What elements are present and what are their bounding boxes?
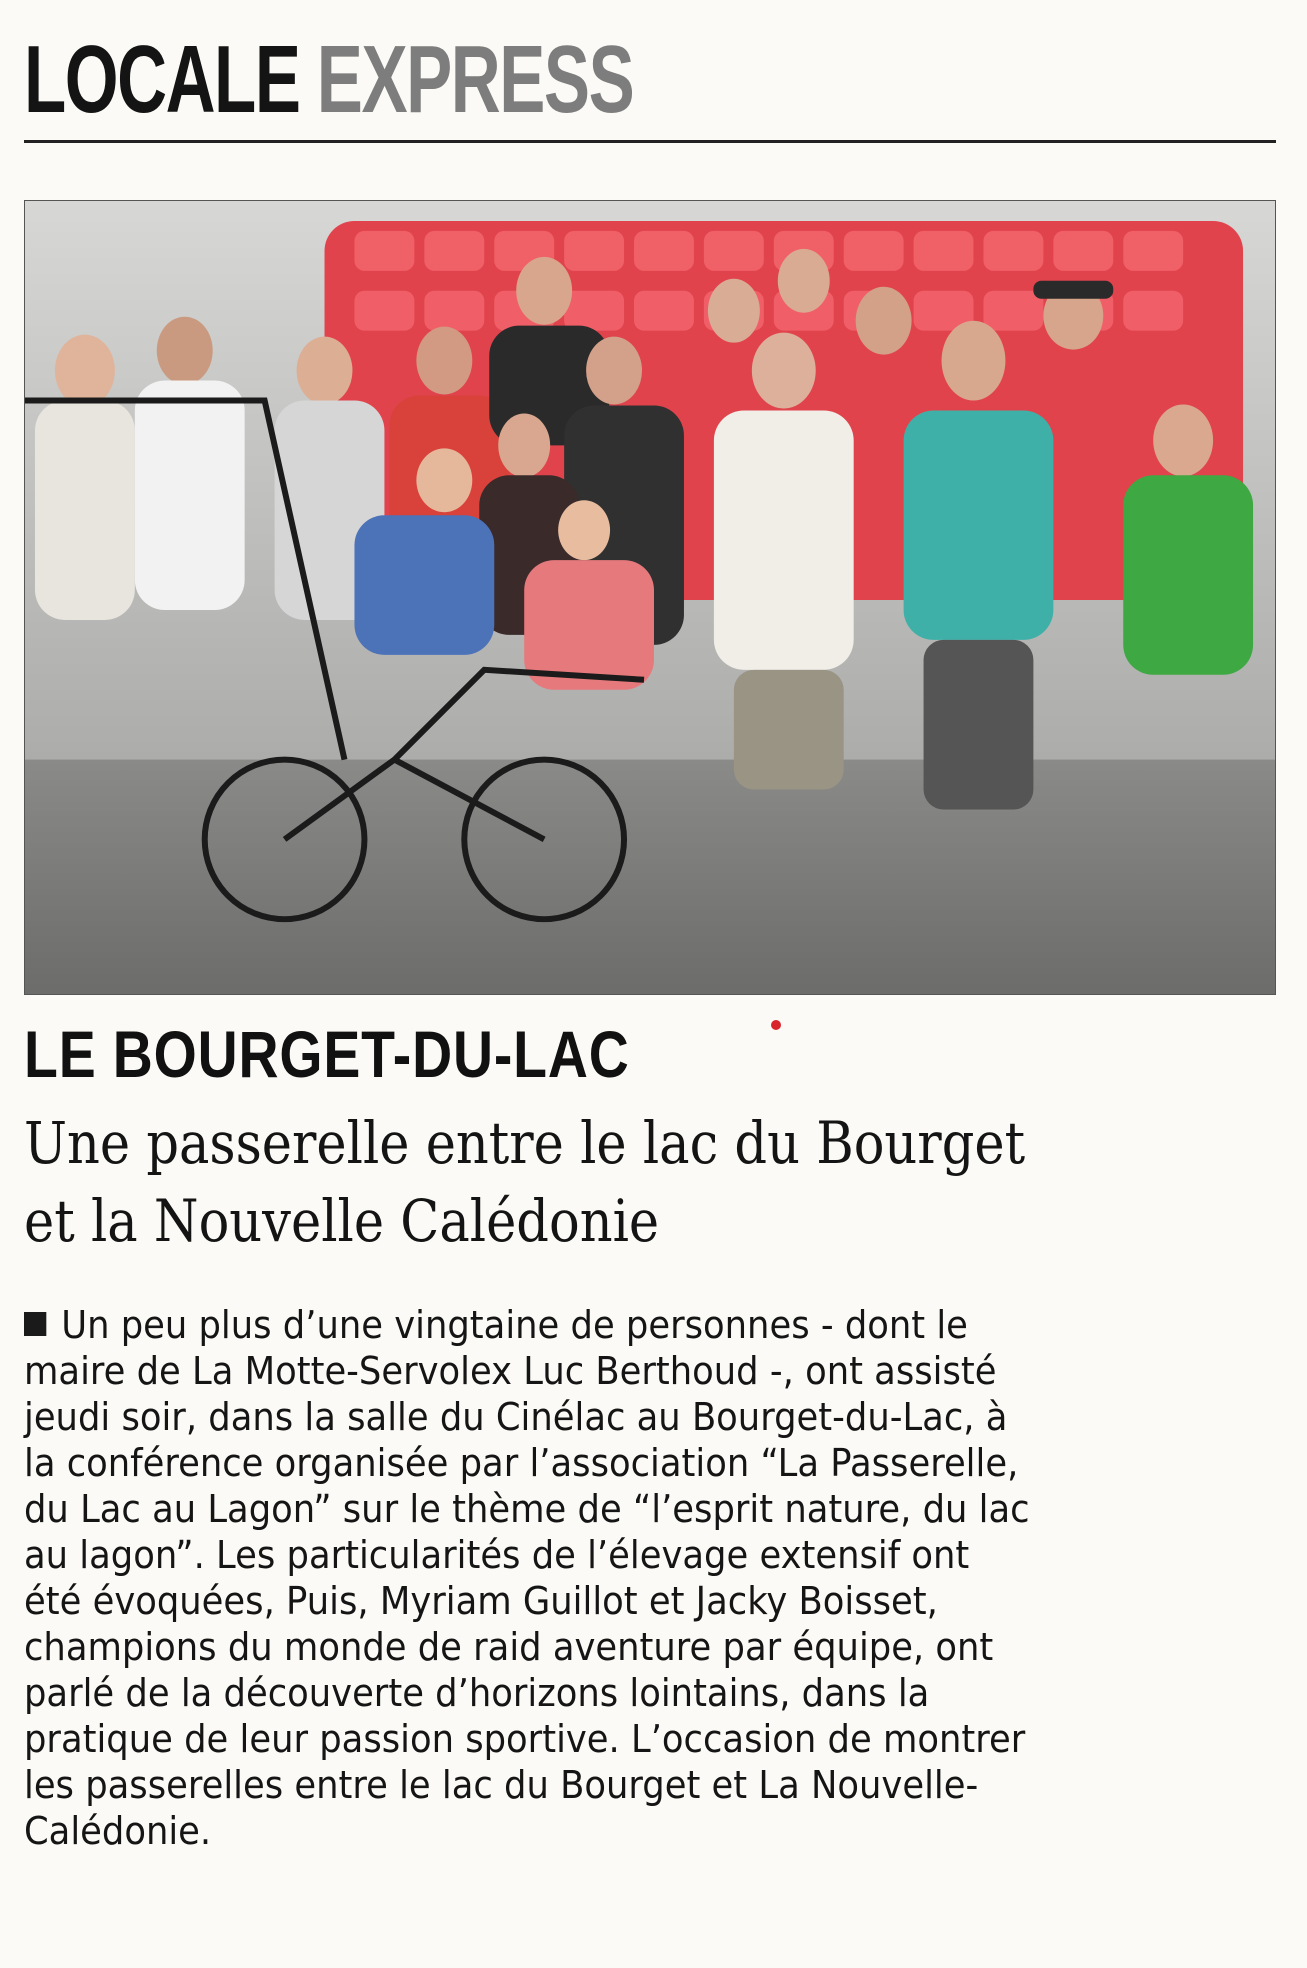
headline-line: et la Nouvelle Calédonie	[24, 1187, 660, 1255]
subsection-label: EXPRESS	[316, 26, 634, 133]
article-headline	[24, 1104, 1115, 1260]
headline-line: Une passerelle entre le lac du Bourget	[24, 1109, 1026, 1177]
body-line: Un peu plus d’une vingtaine de personnes - dont le	[61, 1303, 968, 1347]
body-line: été évoquées, Puis, Myriam Guillot et Jacky Boisset,	[24, 1579, 938, 1623]
red-dot-icon	[771, 1020, 781, 1030]
body-line: pratique de leur passion sportive. L’occasion de montrer	[24, 1717, 1026, 1761]
body-line: maire de La Motte-Servolex Luc Berthoud -, ont assisté	[24, 1349, 997, 1393]
section-header	[24, 26, 634, 133]
group-photo	[24, 200, 1276, 995]
body-line: parlé de la découverte d’horizons lointains, dans la	[24, 1671, 930, 1715]
article-kicker: LE BOURGET-DU-LAC	[24, 1017, 630, 1091]
body-line: jeudi soir, dans la salle du Cinélac au Bourget-du-Lac, à	[24, 1395, 1008, 1439]
square-bullet-icon	[24, 1312, 46, 1336]
body-line: du Lac au Lagon” sur le thème de “l’esprit nature, du lac	[24, 1487, 1030, 1531]
body-line: champions du monde de raid aventure par équipe, ont	[24, 1625, 994, 1669]
body-line: les passerelles entre le lac du Bourget et La Nouvelle-	[24, 1763, 979, 1807]
header-rule	[24, 140, 1276, 143]
group-photo-image	[25, 201, 1275, 994]
body-line: Calédonie.	[24, 1809, 212, 1853]
body-line: la conférence organisée par l’association “La Passerelle,	[24, 1441, 1019, 1485]
article-body	[24, 1302, 1188, 1854]
body-line: au lagon”. Les particularités de l’élevage extensif ont	[24, 1533, 970, 1577]
section-label: LOCALE	[24, 26, 300, 133]
